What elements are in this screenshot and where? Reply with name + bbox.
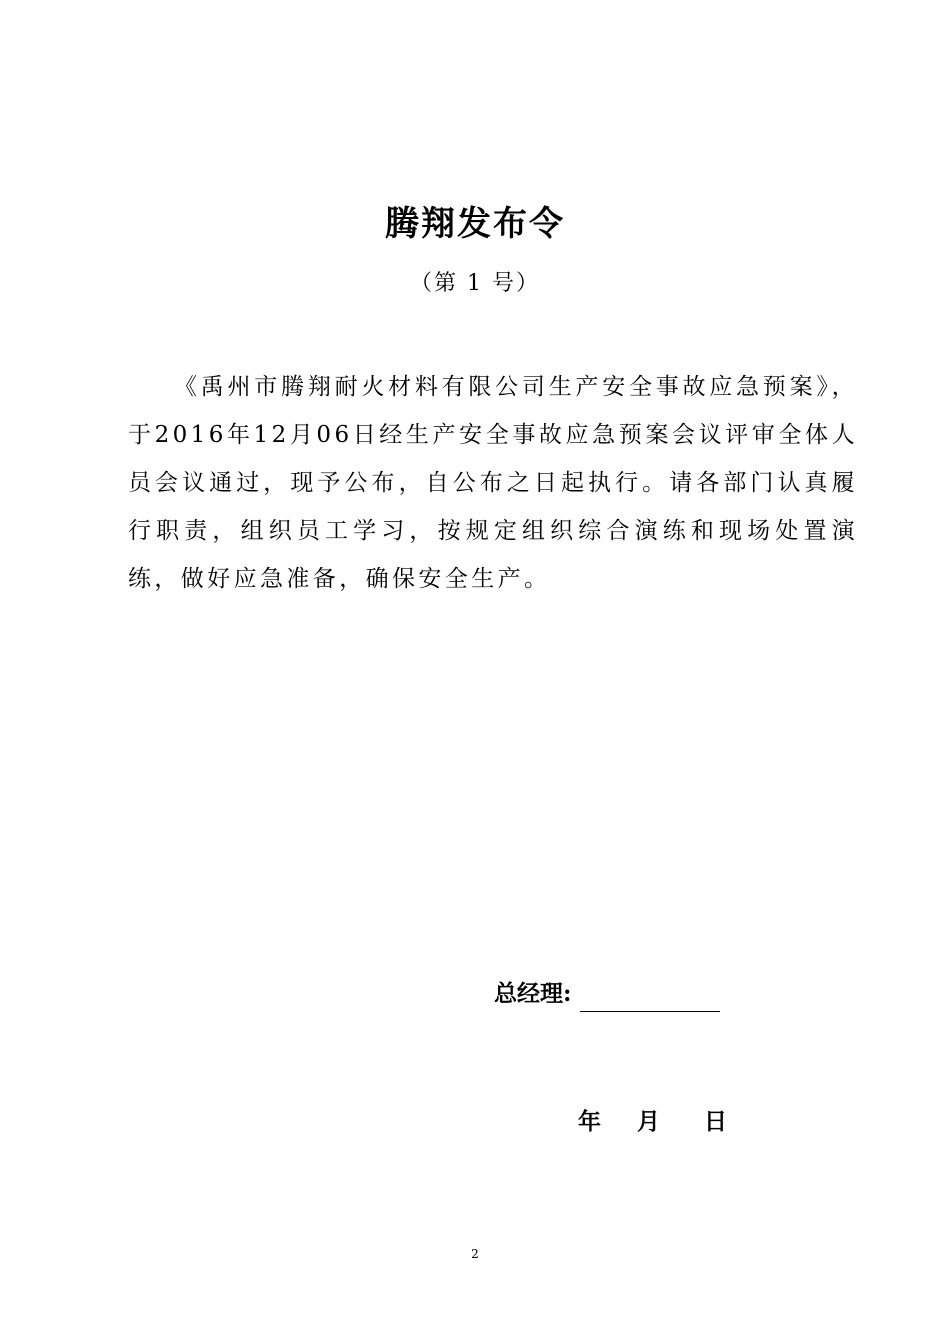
date-year-label: 年	[578, 1108, 601, 1135]
page-number: 2	[471, 1247, 479, 1261]
signature-block	[494, 976, 720, 1012]
date-block	[578, 1104, 727, 1140]
date-month-label: 月	[637, 1108, 661, 1135]
document-title: 腾翔发布令	[385, 204, 565, 244]
date-day-label: 日	[704, 1108, 728, 1135]
document-number: （第 1 号）	[410, 271, 540, 296]
signature-label: 总经理:	[494, 980, 572, 1007]
body-paragraph: 《禹州市腾翔耐火材料有限公司生产安全事故应急预案》，于2016年12月06日经生产安全事故应急预案会议评审全体人员会议通过，现予公布，自公布之日起执行。请各部门认真履行职责，组织员工学习，按规定组织综合演练和现场处置演练，做好应急准备，确保安全生产。	[128, 374, 858, 592]
signature-line	[580, 983, 720, 1012]
